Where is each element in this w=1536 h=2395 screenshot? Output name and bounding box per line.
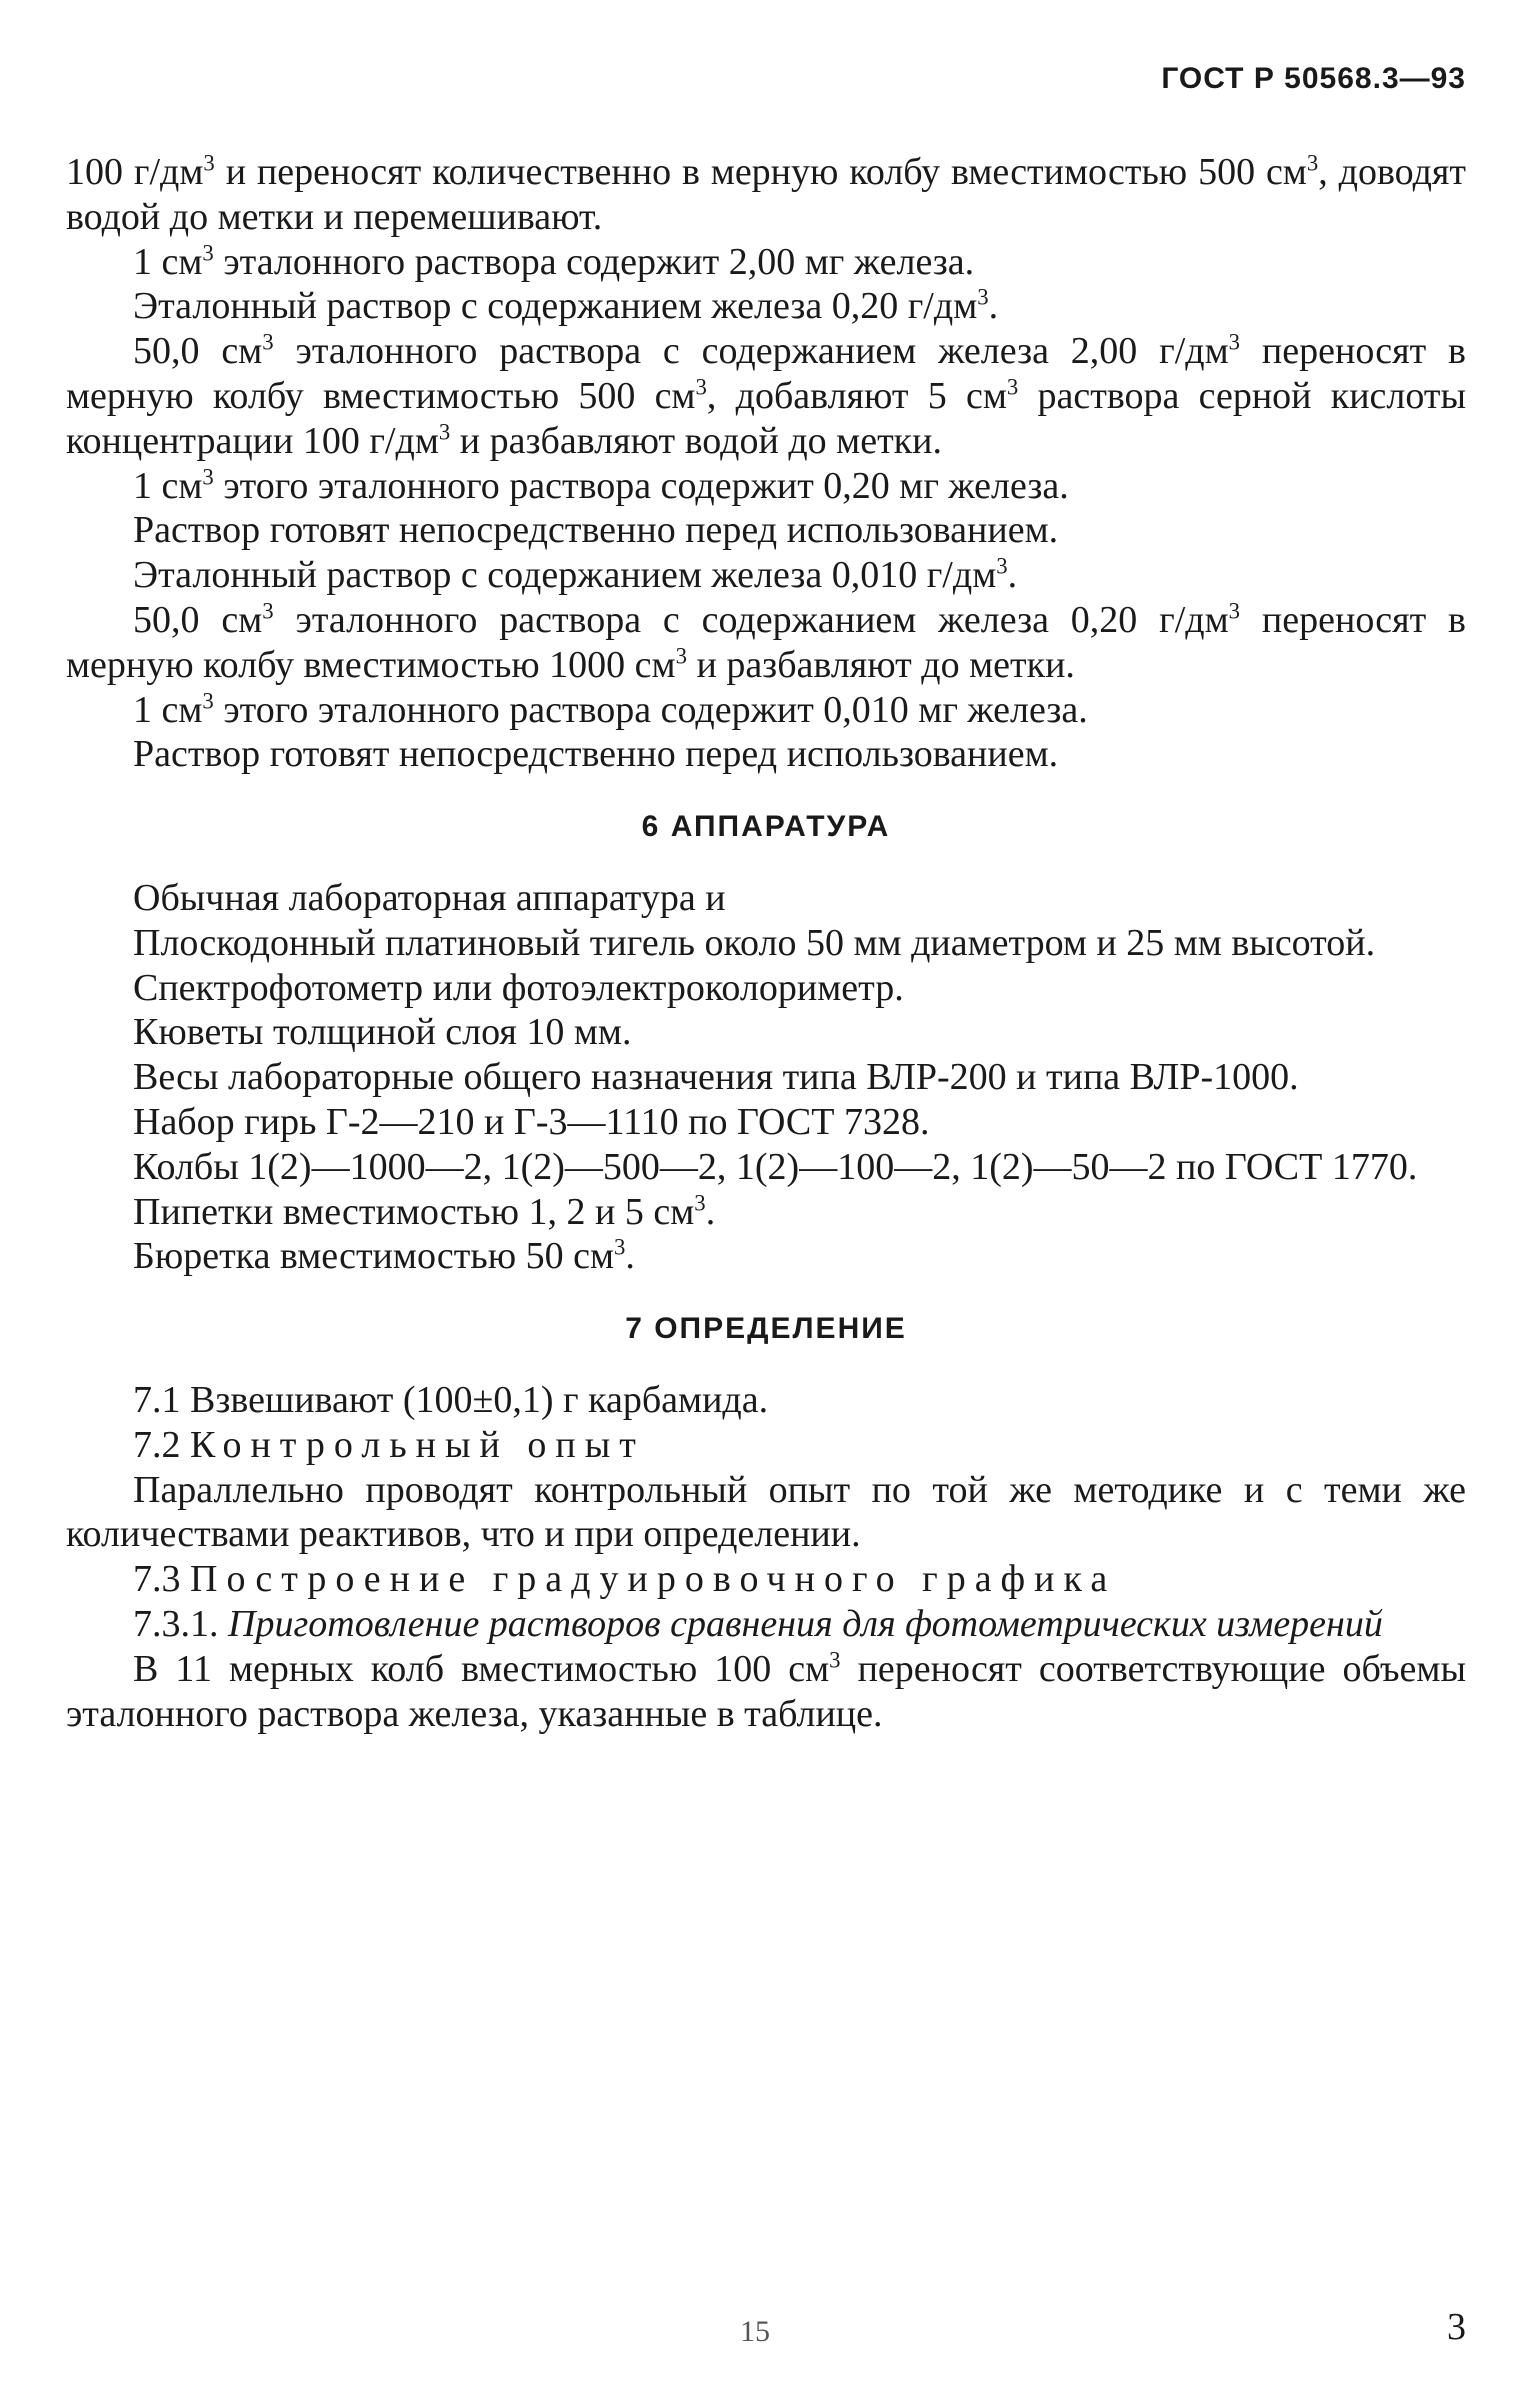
subsection-title: Построение градуировочного графика <box>190 1558 1117 1601</box>
superscript: 3 <box>202 239 214 265</box>
subsection-title: Контрольный опыт <box>190 1423 645 1466</box>
text-run: 7.3.1. <box>133 1602 228 1645</box>
paragraph <box>66 921 1466 966</box>
text-run: 7.2 <box>133 1423 190 1466</box>
superscript: 3 <box>614 1234 626 1260</box>
superscript: 3 <box>829 1647 841 1673</box>
paragraph <box>66 1602 1466 1647</box>
paragraph <box>66 240 1466 285</box>
paragraph <box>66 1557 1466 1602</box>
text-run: 50,0 см <box>133 598 263 641</box>
paragraph <box>66 1055 1466 1100</box>
text-run: 1 см <box>133 240 203 283</box>
text-run: Обычная лабораторная аппаратура и <box>133 876 726 919</box>
footer-center-mark: 15 <box>740 2315 770 2348</box>
text-run: Раствор готовят непосредственно перед использованием. <box>133 509 1059 552</box>
paragraph <box>66 1010 1466 1055</box>
text-run: Эталонный раствор с содержанием железа 0,20 г/дм <box>133 285 978 328</box>
paragraph <box>66 508 1466 553</box>
superscript: 3 <box>202 687 214 713</box>
superscript: 3 <box>262 598 274 624</box>
paragraph <box>66 598 1466 688</box>
paragraph <box>66 966 1466 1011</box>
text-run: Раствор готовят непосредственно перед использованием. <box>133 733 1059 776</box>
text-run: переносят в мерную колбу вместимостью 1000 см <box>66 598 1467 686</box>
superscript: 3 <box>1006 374 1019 400</box>
paragraph <box>66 1647 1466 1737</box>
text-run: Набор гирь Г-2—210 и Г-3—1110 по ГОСТ 7328. <box>133 1100 930 1143</box>
text-run: . <box>988 285 999 328</box>
superscript: 3 <box>675 643 687 669</box>
superscript: 3 <box>694 1189 706 1215</box>
paragraph <box>66 688 1466 733</box>
text-run: Параллельно проводят контрольный опыт по той же методике и с теми же количествами реактивов, что и при определении. <box>66 1468 1466 1556</box>
text-run: переносят в мерную колбу вместимостью 500 см <box>66 330 1467 417</box>
text-run: и переносят количественно в мерную колбу вместимостью 500 см <box>214 151 1307 193</box>
text-run: эталонного раствора с содержанием железа 0,20 г/дм <box>273 598 1229 641</box>
paragraph <box>66 1145 1466 1190</box>
superscript: 3 <box>203 150 215 176</box>
paragraph <box>66 876 1466 921</box>
text-run: раствора серной кислоты концентрации 100 г/дм <box>66 374 1466 462</box>
superscript: 3 <box>996 553 1008 579</box>
text-run: Колбы 1(2)—1000—2, 1(2)—500—2, 1(2)—100—2, 1(2)—50—2 по ГОСТ 1770. <box>133 1145 1418 1188</box>
paragraph <box>66 1423 1466 1468</box>
text-run: Кюветы толщиной слоя 10 мм. <box>133 1011 632 1054</box>
text-run: Пипетки вместимостью 1, 2 и 5 см <box>133 1190 695 1233</box>
paragraph <box>66 553 1466 598</box>
text-run: Плоскодонный платиновый тигель около 50 мм диаметром и 25 мм высотой. <box>133 921 1376 964</box>
paragraph <box>66 1468 1466 1558</box>
paragraph <box>66 1378 1466 1423</box>
superscript: 3 <box>202 463 214 489</box>
document-code-header: ГОСТ Р 50568.3—93 <box>1161 62 1466 95</box>
text-run: 50,0 см <box>133 330 263 373</box>
text-run: Спектрофотометр или фотоэлектроколориметр. <box>133 966 904 1009</box>
paragraph <box>66 732 1466 777</box>
superscript: 3 <box>1306 150 1319 176</box>
text-run: этого эталонного раствора содержит 0,20 мг железа. <box>213 464 1069 507</box>
italic-title: Приготовление растворов сравнения для фотометрических измерений <box>228 1602 1383 1645</box>
text-run: . <box>1007 554 1018 597</box>
text-run: 7.1 Взвешивают (100±0,1) г карбамида. <box>133 1378 769 1421</box>
text-run: 7.3 <box>133 1558 190 1601</box>
paragraph <box>66 1190 1466 1235</box>
text-run: В 11 мерных колб вместимостью 100 см <box>133 1647 830 1690</box>
superscript: 3 <box>438 419 451 445</box>
paragraph <box>66 1234 1466 1279</box>
paragraph <box>66 1100 1466 1145</box>
text-run: . <box>625 1235 635 1278</box>
superscript: 3 <box>977 284 989 310</box>
text-run: 100 г/дм <box>66 151 204 193</box>
text-run: 1 см <box>133 688 203 731</box>
paragraph <box>66 284 1466 329</box>
section-heading: 7 ОПРЕДЕЛЕНИЕ <box>625 1312 907 1346</box>
text-run: . <box>705 1190 716 1233</box>
paragraph <box>66 150 1466 240</box>
text-run: Весы лабораторные общего назначения типа ВЛР-200 и типа ВЛР-1000. <box>133 1056 1299 1099</box>
text-run: , добавляют 5 см <box>706 374 1007 417</box>
text-run: , доводят водой до метки и перемешивают. <box>66 151 1466 238</box>
superscript: 3 <box>1228 598 1241 624</box>
text-run: Бюретка вместимостью 50 см <box>133 1235 614 1278</box>
text-run: переносят соответствующие объемы эталонного раствора железа, указанные в таблице. <box>66 1647 1466 1735</box>
text-run: эталонного раствора с содержанием железа 2,00 г/дм <box>273 330 1229 373</box>
section-heading: 6 АППАРАТУРА <box>641 810 891 844</box>
superscript: 3 <box>262 329 274 355</box>
page-number: 3 <box>1447 2306 1466 2348</box>
paragraph <box>66 329 1466 463</box>
text-run: Эталонный раствор с содержанием железа 0,010 г/дм <box>133 554 997 597</box>
document-body <box>66 150 1466 1736</box>
superscript: 3 <box>695 374 707 400</box>
text-run: 1 см <box>133 464 203 507</box>
text-run: и разбавляют до метки. <box>686 643 1075 686</box>
superscript: 3 <box>1228 329 1241 355</box>
text-run: эталонного раствора содержит 2,00 мг железа. <box>213 240 975 283</box>
text-run: и разбавляют водой до метки. <box>450 419 942 462</box>
paragraph <box>66 464 1466 509</box>
text-run: этого эталонного раствора содержит 0,010 мг железа. <box>213 688 1088 731</box>
